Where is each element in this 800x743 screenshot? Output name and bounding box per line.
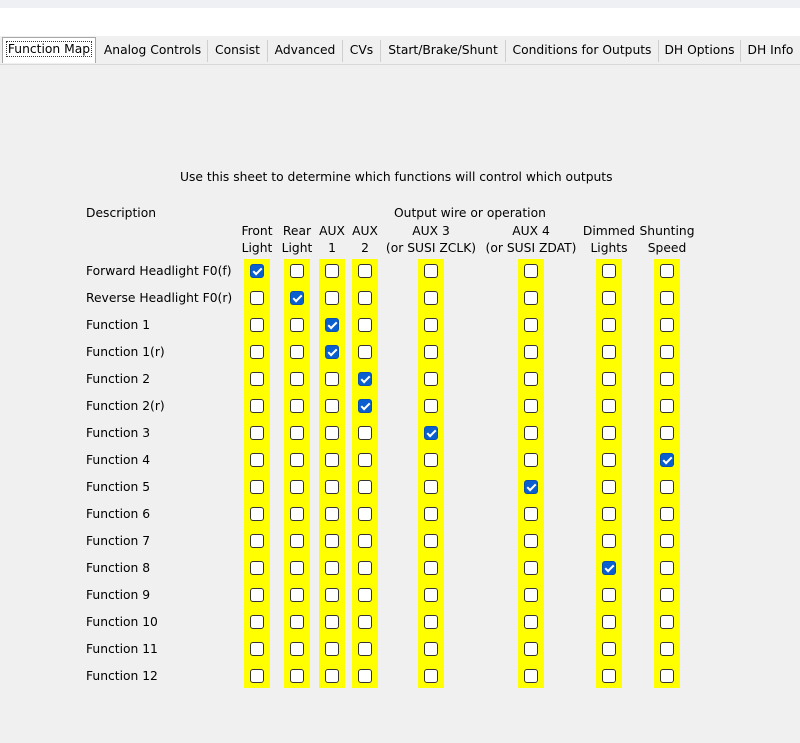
function-output-checkbox[interactable] xyxy=(250,588,264,602)
function-output-checkbox[interactable] xyxy=(660,426,674,440)
function-output-checkbox[interactable] xyxy=(250,480,264,494)
function-output-checkbox[interactable] xyxy=(325,480,339,494)
function-output-checkbox[interactable] xyxy=(250,642,264,656)
row-label: Function 10 xyxy=(86,615,158,629)
function-output-checkbox[interactable] xyxy=(424,642,438,656)
row-label: Function 1(r) xyxy=(86,345,165,359)
function-output-checkbox[interactable] xyxy=(358,372,372,386)
function-output-checkbox[interactable] xyxy=(290,453,304,467)
function-output-checkbox[interactable] xyxy=(290,588,304,602)
row-label: Function 3 xyxy=(86,426,151,440)
function-output-checkbox[interactable] xyxy=(524,615,538,629)
column-header: Rear Light xyxy=(281,224,313,255)
column-header: AUX 4 (or SUSI ZDAT) xyxy=(485,224,577,255)
function-output-checkbox[interactable] xyxy=(358,318,372,332)
function-output-checkbox[interactable] xyxy=(250,318,264,332)
function-output-checkbox[interactable] xyxy=(250,426,264,440)
function-output-checkbox[interactable] xyxy=(325,588,339,602)
function-output-checkbox[interactable] xyxy=(325,345,339,359)
function-output-checkbox[interactable] xyxy=(602,507,616,521)
function-output-checkbox[interactable] xyxy=(290,507,304,521)
function-output-checkbox[interactable] xyxy=(602,669,616,683)
function-output-checkbox[interactable] xyxy=(602,588,616,602)
function-output-checkbox[interactable] xyxy=(325,291,339,305)
function-output-checkbox[interactable] xyxy=(524,264,538,278)
function-output-checkbox[interactable] xyxy=(358,588,372,602)
function-output-checkbox[interactable] xyxy=(250,345,264,359)
function-output-checkbox[interactable] xyxy=(424,507,438,521)
function-output-checkbox[interactable] xyxy=(660,561,674,575)
output-group-header: Output wire or operation xyxy=(394,206,546,220)
tab-dh-info[interactable]: DH Info xyxy=(747,43,794,57)
function-output-checkbox[interactable] xyxy=(358,507,372,521)
function-output-checkbox[interactable] xyxy=(424,480,438,494)
function-output-checkbox[interactable] xyxy=(325,669,339,683)
function-output-checkbox[interactable] xyxy=(325,372,339,386)
function-output-checkbox[interactable] xyxy=(325,615,339,629)
function-output-checkbox[interactable] xyxy=(250,372,264,386)
function-output-checkbox[interactable] xyxy=(524,561,538,575)
function-output-checkbox[interactable] xyxy=(602,264,616,278)
row-label: Function 9 xyxy=(86,588,151,602)
function-output-checkbox[interactable] xyxy=(524,318,538,332)
function-output-checkbox[interactable] xyxy=(358,399,372,413)
row-label: Function 12 xyxy=(86,669,158,683)
function-output-checkbox[interactable] xyxy=(660,264,674,278)
function-output-checkbox[interactable] xyxy=(660,399,674,413)
function-output-checkbox[interactable] xyxy=(660,507,674,521)
function-output-checkbox[interactable] xyxy=(250,615,264,629)
column-header: AUX 1 xyxy=(319,224,345,255)
function-output-checkbox[interactable] xyxy=(660,372,674,386)
function-output-checkbox[interactable] xyxy=(358,615,372,629)
function-output-checkbox[interactable] xyxy=(250,507,264,521)
function-output-checkbox[interactable] xyxy=(424,345,438,359)
function-output-checkbox[interactable] xyxy=(358,480,372,494)
function-output-checkbox[interactable] xyxy=(602,453,616,467)
function-output-checkbox[interactable] xyxy=(660,480,674,494)
function-output-checkbox[interactable] xyxy=(524,669,538,683)
tab-conditions-for-outputs[interactable]: Conditions for Outputs xyxy=(506,40,659,62)
function-output-checkbox[interactable] xyxy=(325,507,339,521)
function-output-checkbox[interactable] xyxy=(660,291,674,305)
function-output-checkbox[interactable] xyxy=(424,291,438,305)
function-output-checkbox[interactable] xyxy=(524,453,538,467)
function-output-checkbox[interactable] xyxy=(602,615,616,629)
row-label: Function 4 xyxy=(86,453,151,467)
function-output-checkbox[interactable] xyxy=(290,534,304,548)
function-output-checkbox[interactable] xyxy=(424,615,438,629)
function-output-checkbox[interactable] xyxy=(250,561,264,575)
tab-start-brake-shunt[interactable]: Start/Brake/Shunt xyxy=(381,40,506,62)
row-label: Function 7 xyxy=(86,534,151,548)
function-output-checkbox[interactable] xyxy=(358,534,372,548)
function-output-checkbox[interactable] xyxy=(358,291,372,305)
function-output-checkbox[interactable] xyxy=(250,264,264,278)
function-output-checkbox[interactable] xyxy=(660,453,674,467)
function-output-checkbox[interactable] xyxy=(325,264,339,278)
window-top-strip xyxy=(0,0,800,8)
function-output-checkbox[interactable] xyxy=(424,588,438,602)
function-output-checkbox[interactable] xyxy=(524,426,538,440)
function-output-checkbox[interactable] xyxy=(424,264,438,278)
row-label: Reverse Headlight F0(r) xyxy=(86,291,233,305)
tab-consist[interactable]: Consist xyxy=(208,40,268,62)
function-output-checkbox[interactable] xyxy=(660,534,674,548)
function-output-checkbox[interactable] xyxy=(424,426,438,440)
row-label: Function 5 xyxy=(86,480,151,494)
column-header: AUX 3 (or SUSI ZCLK) xyxy=(385,224,477,255)
function-output-checkbox[interactable] xyxy=(660,615,674,629)
function-output-checkbox[interactable] xyxy=(358,345,372,359)
function-output-checkbox[interactable] xyxy=(290,372,304,386)
function-output-checkbox[interactable] xyxy=(358,264,372,278)
function-output-checkbox[interactable] xyxy=(602,372,616,386)
function-output-checkbox[interactable] xyxy=(290,264,304,278)
function-output-checkbox[interactable] xyxy=(424,372,438,386)
function-output-checkbox[interactable] xyxy=(660,588,674,602)
description-header: Description xyxy=(86,206,157,220)
function-output-checkbox[interactable] xyxy=(290,669,304,683)
function-output-checkbox[interactable] xyxy=(424,561,438,575)
function-output-checkbox[interactable] xyxy=(524,291,538,305)
function-output-checkbox[interactable] xyxy=(424,318,438,332)
function-output-checkbox[interactable] xyxy=(524,372,538,386)
function-output-checkbox[interactable] xyxy=(290,426,304,440)
row-label: Function 1 xyxy=(86,318,151,332)
function-output-checkbox[interactable] xyxy=(602,318,616,332)
function-output-checkbox[interactable] xyxy=(424,399,438,413)
function-output-checkbox[interactable] xyxy=(358,561,372,575)
function-output-checkbox[interactable] xyxy=(290,291,304,305)
tab-cvs[interactable]: CVs xyxy=(343,40,381,62)
row-label: Function 2(r) xyxy=(86,399,165,413)
title-area xyxy=(0,8,800,36)
function-output-checkbox[interactable] xyxy=(524,480,538,494)
tab-bar xyxy=(0,36,800,65)
function-output-checkbox[interactable] xyxy=(250,291,264,305)
function-output-checkbox[interactable] xyxy=(524,534,538,548)
function-output-checkbox[interactable] xyxy=(602,399,616,413)
instruction-text: Use this sheet to determine which functions will control which outputs xyxy=(180,170,613,184)
function-output-checkbox[interactable] xyxy=(290,345,304,359)
function-output-checkbox[interactable] xyxy=(325,318,339,332)
function-output-checkbox[interactable] xyxy=(524,588,538,602)
function-output-checkbox[interactable] xyxy=(660,669,674,683)
function-output-checkbox[interactable] xyxy=(602,480,616,494)
column-header: Shunting Speed xyxy=(639,224,695,255)
function-output-checkbox[interactable] xyxy=(250,453,264,467)
tab-function-map[interactable]: Function Map xyxy=(2,37,96,63)
column-header: Dimmed Lights xyxy=(582,224,636,255)
function-output-checkbox[interactable] xyxy=(325,642,339,656)
tab-advanced[interactable]: Advanced xyxy=(268,40,343,62)
function-output-checkbox[interactable] xyxy=(602,426,616,440)
function-output-checkbox[interactable] xyxy=(290,561,304,575)
function-output-checkbox[interactable] xyxy=(602,561,616,575)
tab-analog-controls[interactable]: Analog Controls xyxy=(98,40,208,62)
function-output-checkbox[interactable] xyxy=(602,291,616,305)
row-label: Function 2 xyxy=(86,372,151,386)
row-label: Function 8 xyxy=(86,561,151,575)
row-label: Function 6 xyxy=(86,507,151,521)
function-output-checkbox[interactable] xyxy=(424,669,438,683)
tab-dh-options[interactable]: DH Options xyxy=(659,40,741,62)
function-output-checkbox[interactable] xyxy=(660,642,674,656)
function-output-checkbox[interactable] xyxy=(358,669,372,683)
function-output-checkbox[interactable] xyxy=(250,399,264,413)
function-output-checkbox[interactable] xyxy=(358,453,372,467)
column-header: Front Light xyxy=(241,224,273,255)
function-output-checkbox[interactable] xyxy=(602,534,616,548)
function-output-checkbox[interactable] xyxy=(358,426,372,440)
function-output-checkbox[interactable] xyxy=(524,345,538,359)
function-output-checkbox[interactable] xyxy=(325,534,339,548)
row-label: Forward Headlight F0(f) xyxy=(86,264,232,278)
function-output-checkbox[interactable] xyxy=(290,318,304,332)
function-output-checkbox[interactable] xyxy=(602,642,616,656)
function-output-checkbox[interactable] xyxy=(524,642,538,656)
function-output-checkbox[interactable] xyxy=(290,399,304,413)
function-output-checkbox[interactable] xyxy=(325,399,339,413)
function-output-checkbox[interactable] xyxy=(290,480,304,494)
column-header: AUX 2 xyxy=(352,224,378,255)
function-output-checkbox[interactable] xyxy=(325,426,339,440)
function-output-checkbox[interactable] xyxy=(325,453,339,467)
function-output-checkbox[interactable] xyxy=(250,534,264,548)
function-output-checkbox[interactable] xyxy=(290,642,304,656)
function-output-checkbox[interactable] xyxy=(524,507,538,521)
row-label: Function 11 xyxy=(86,642,158,656)
function-output-checkbox[interactable] xyxy=(325,561,339,575)
function-output-checkbox[interactable] xyxy=(424,453,438,467)
function-output-checkbox[interactable] xyxy=(424,534,438,548)
function-output-checkbox[interactable] xyxy=(524,399,538,413)
function-output-checkbox[interactable] xyxy=(250,669,264,683)
function-output-checkbox[interactable] xyxy=(602,345,616,359)
function-output-checkbox[interactable] xyxy=(660,318,674,332)
function-output-checkbox[interactable] xyxy=(660,345,674,359)
function-output-checkbox[interactable] xyxy=(290,615,304,629)
function-output-checkbox[interactable] xyxy=(358,642,372,656)
